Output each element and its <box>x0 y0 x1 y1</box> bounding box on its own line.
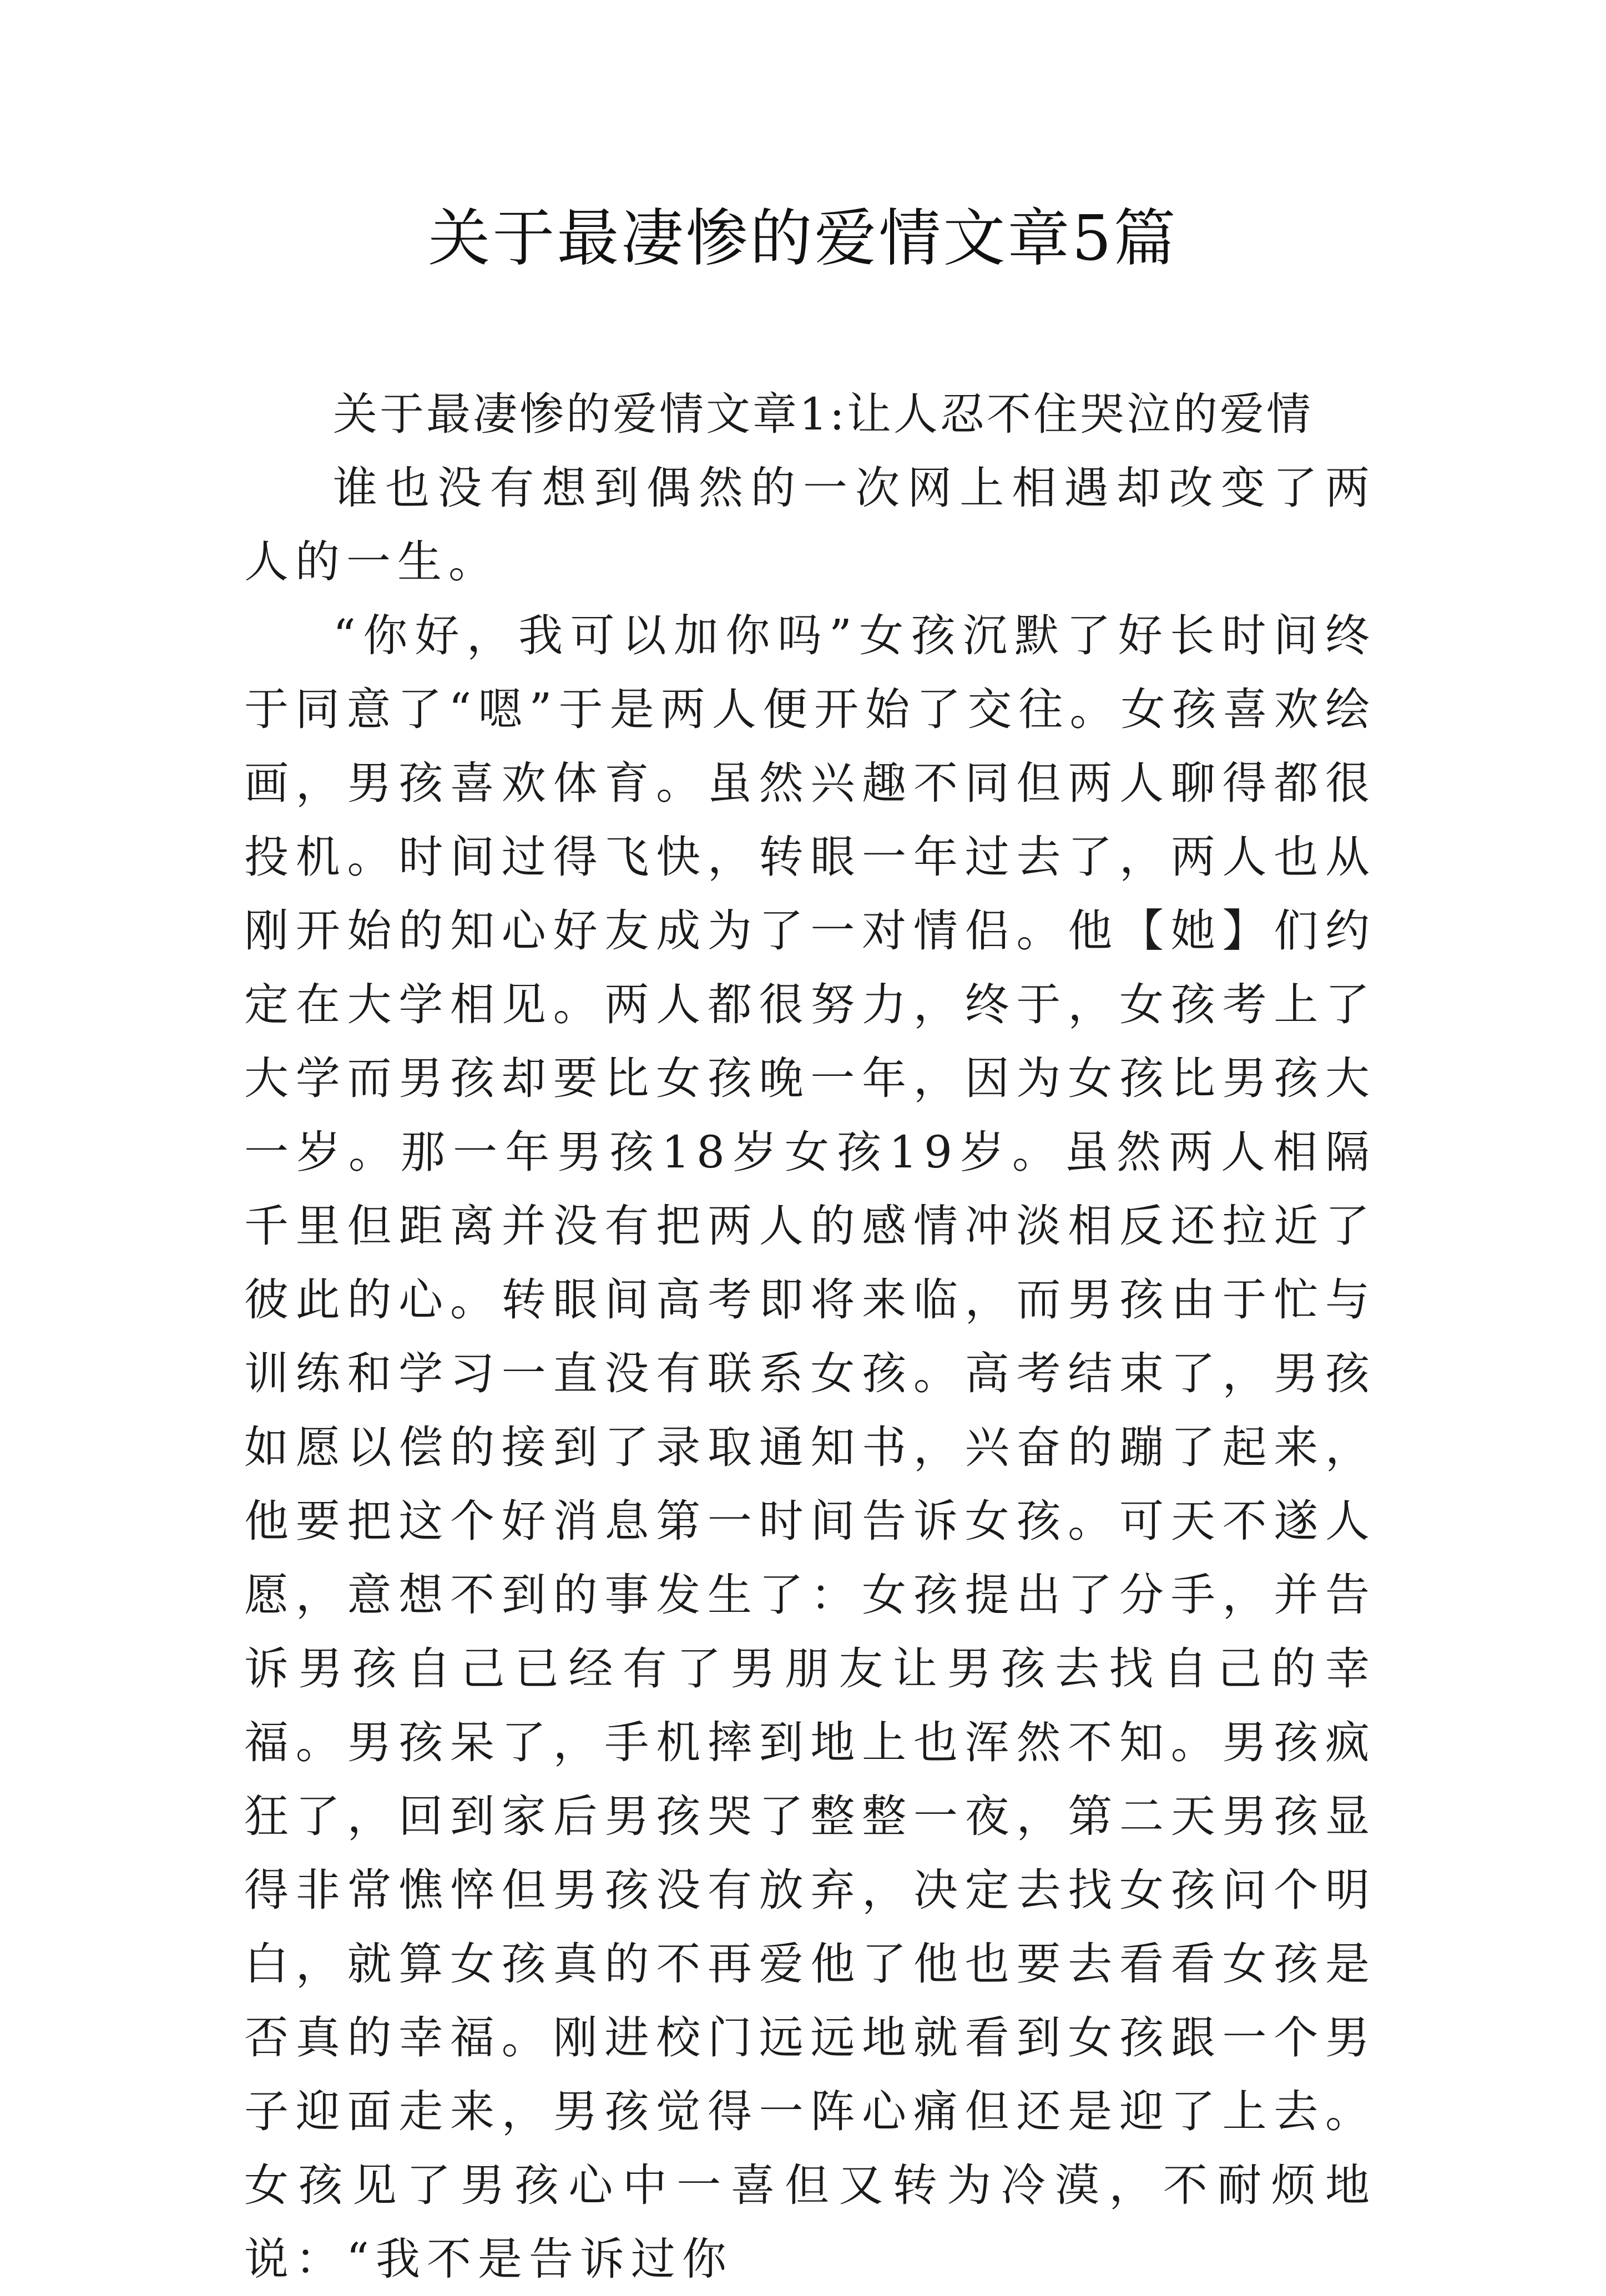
paragraph-1: 谁也没有想到偶然的一次网上相遇却改变了两人的一生。 <box>244 462 1376 588</box>
paragraph-2: “你好，我可以加你吗”女孩沉默了好长时间终于同意了“嗯”于是两人便开始了交往。女孩喜欢绘画，男孩喜欢体育。虽然兴趣不同但两人聊得都很投机。时间过得飞快，转眼一年过去了，两人也从刚开始的知心好友成为了一对情侣。他【她】们约定在大学相见。两人都很努力，终于，女孩考上了大学而男孩却要比女孩晚一年，因为女孩比男孩大一岁。那一年男孩18岁女孩19岁。虽然两人相隔千里但距离并没有把两人的感情冲淡相反还拉近了彼此的心。转眼间高考即将来临，而男孩由于忙与训练和学习一直没有联系女孩。高考结束了，男孩如愿以偿的接到了录取通知书，兴奋的蹦了起来，他要把这个好消息第一时间告诉女孩。可天不遂人愿，意想不到的事发生了：女孩提出了分手，并告诉男孩自己已经有了男朋友让男孩去找自己的幸福。男孩呆了，手机摔到地上也浑然不知。男孩疯狂了，回到家后男孩哭了整整一夜，第二天男孩显得非常憔悴但男孩没有放弃，决定去找女孩问个明白，就算女孩真的不再爱他了他也要去看看女孩是否真的幸福。刚进校门远远地就看到女孩跟一个男子迎面走来，男孩觉得一阵心痛但还是迎了上去。女孩见了男孩心中一喜但又转为冷漠，不耐烦地说：“我不是告诉过你 <box>244 610 1376 2285</box>
article-body <box>244 377 1376 2296</box>
article-heading[interactable]: 关于最凄惨的爱情文章1:让人忍不住哭泣的爱情 <box>333 388 1313 440</box>
document-title[interactable]: 关于最凄惨的爱情文章5篇 <box>428 203 1178 275</box>
